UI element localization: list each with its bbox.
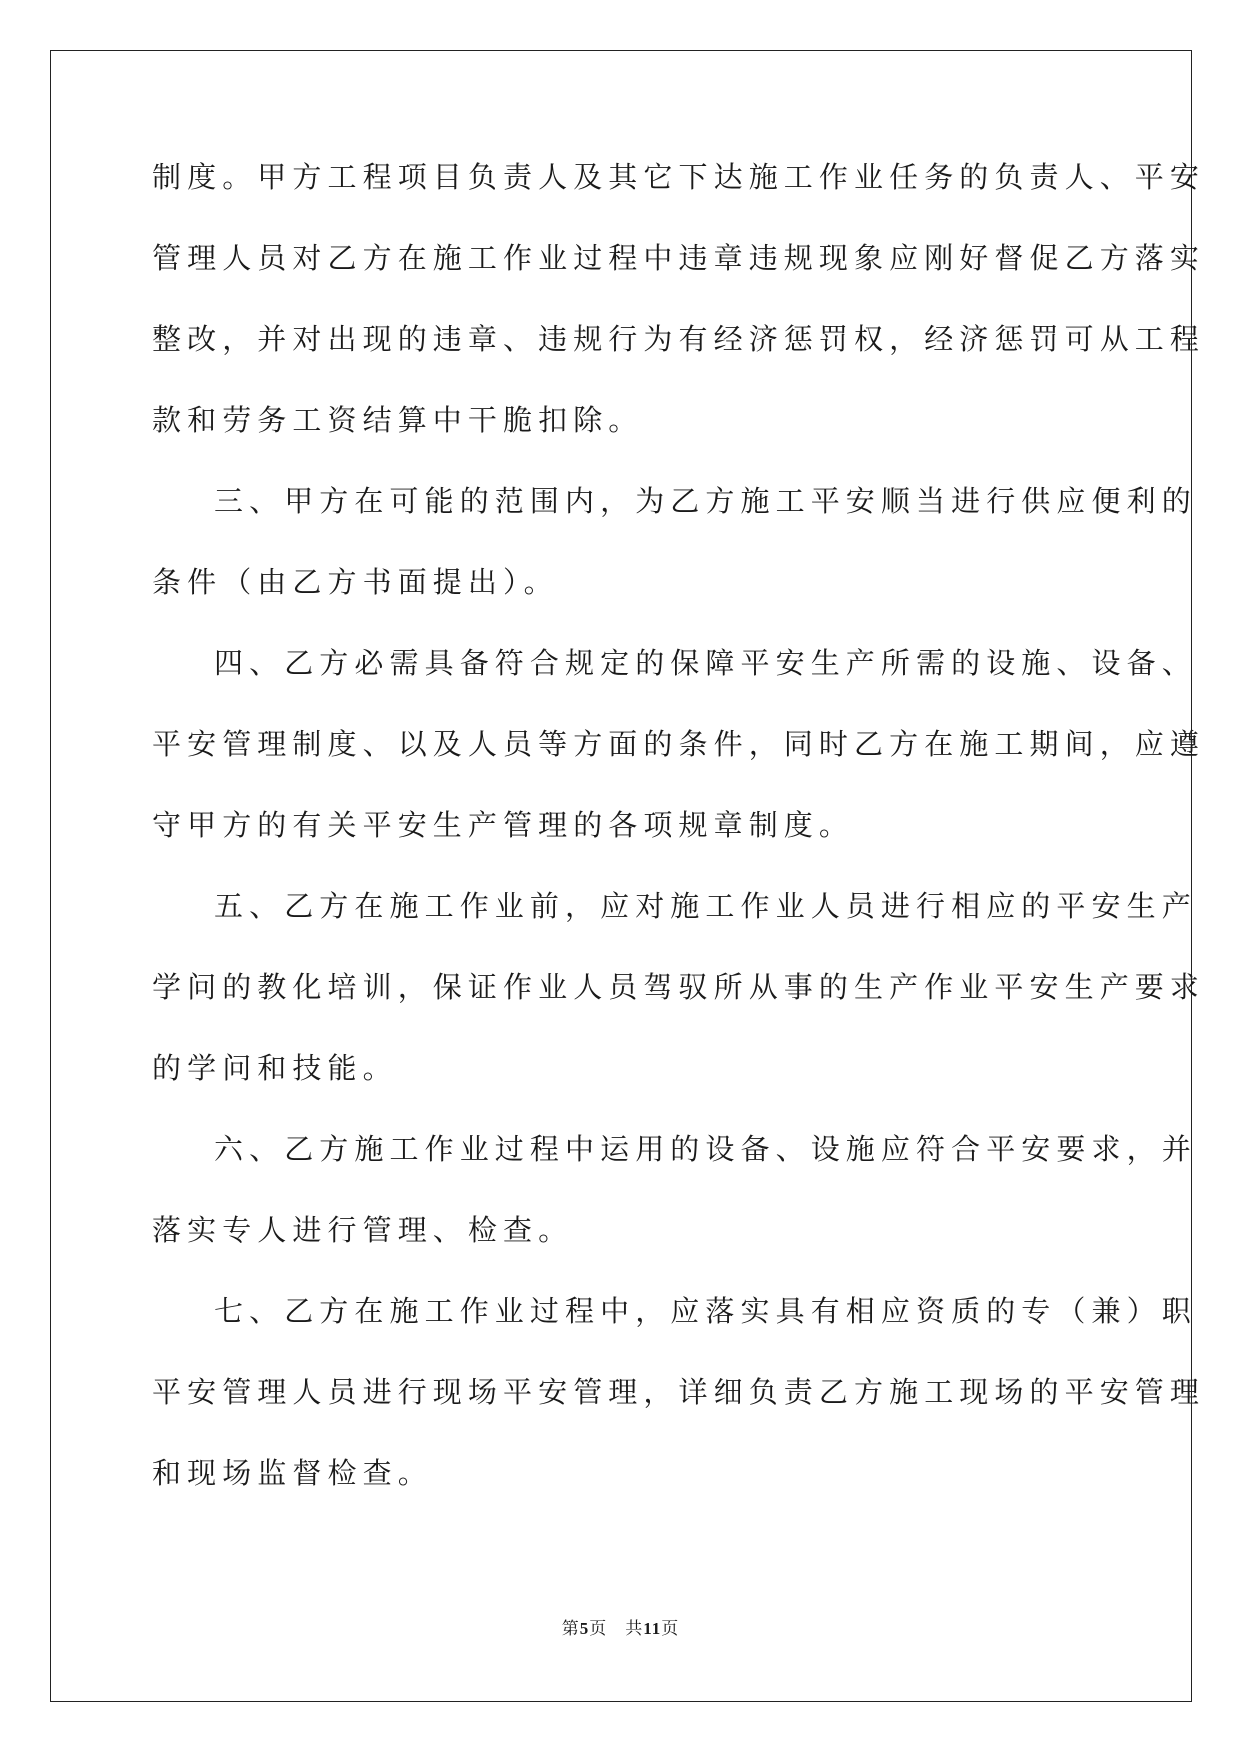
body-line: 管理人员对乙方在施工作业过程中违章违规现象应刚好督促乙方落实 <box>152 241 1206 275</box>
paragraph-three-start: 三、甲方在可能的范围内，为乙方施工平安顺当进行供应便利的 <box>214 484 1197 518</box>
body-line: 的学问和技能。 <box>152 1051 398 1085</box>
body-line: 平安管理人员进行现场平安管理，详细负责乙方施工现场的平安管理 <box>152 1375 1206 1409</box>
page-number: 5 <box>579 1619 590 1638</box>
body-line: 整改，并对出现的违章、违规行为有经济惩罚权，经济惩罚可从工程 <box>152 322 1206 356</box>
body-line: 落实专人进行管理、检查。 <box>152 1213 574 1247</box>
total-suffix: 页 <box>661 1619 680 1639</box>
document-body <box>152 160 1206 1537</box>
body-line: 制度。甲方工程项目负责人及其它下达施工作业任务的负责人、平安 <box>152 160 1206 194</box>
body-line: 款和劳务工资结算中干脆扣除。 <box>152 403 644 437</box>
page-suffix: 页 <box>589 1619 608 1639</box>
paragraph-seven-start: 七、乙方在施工作业过程中，应落实具有相应资质的专（兼）职 <box>214 1294 1197 1328</box>
total-prefix: 共 <box>625 1619 644 1639</box>
total-pages: 11 <box>643 1619 662 1638</box>
body-line: 平安管理制度、以及人员等方面的条件，同时乙方在施工期间，应遵 <box>152 727 1206 761</box>
body-line: 守甲方的有关平安生产管理的各项规章制度。 <box>152 808 855 842</box>
body-line: 和现场监督检查。 <box>152 1456 433 1490</box>
page-prefix: 第 <box>561 1619 580 1639</box>
paragraph-four-start: 四、乙方必需具备符合规定的保障平安生产所需的设施、设备、 <box>214 646 1197 680</box>
body-line: 条件（由乙方书面提出）。 <box>152 565 559 599</box>
paragraph-six-start: 六、乙方施工作业过程中运用的设备、设施应符合平安要求，并 <box>214 1132 1197 1166</box>
page-footer <box>0 1618 1241 1640</box>
paragraph-five-start: 五、乙方在施工作业前，应对施工作业人员进行相应的平安生产 <box>214 889 1197 923</box>
body-line: 学问的教化培训，保证作业人员驾驭所从事的生产作业平安生产要求 <box>152 970 1206 1004</box>
